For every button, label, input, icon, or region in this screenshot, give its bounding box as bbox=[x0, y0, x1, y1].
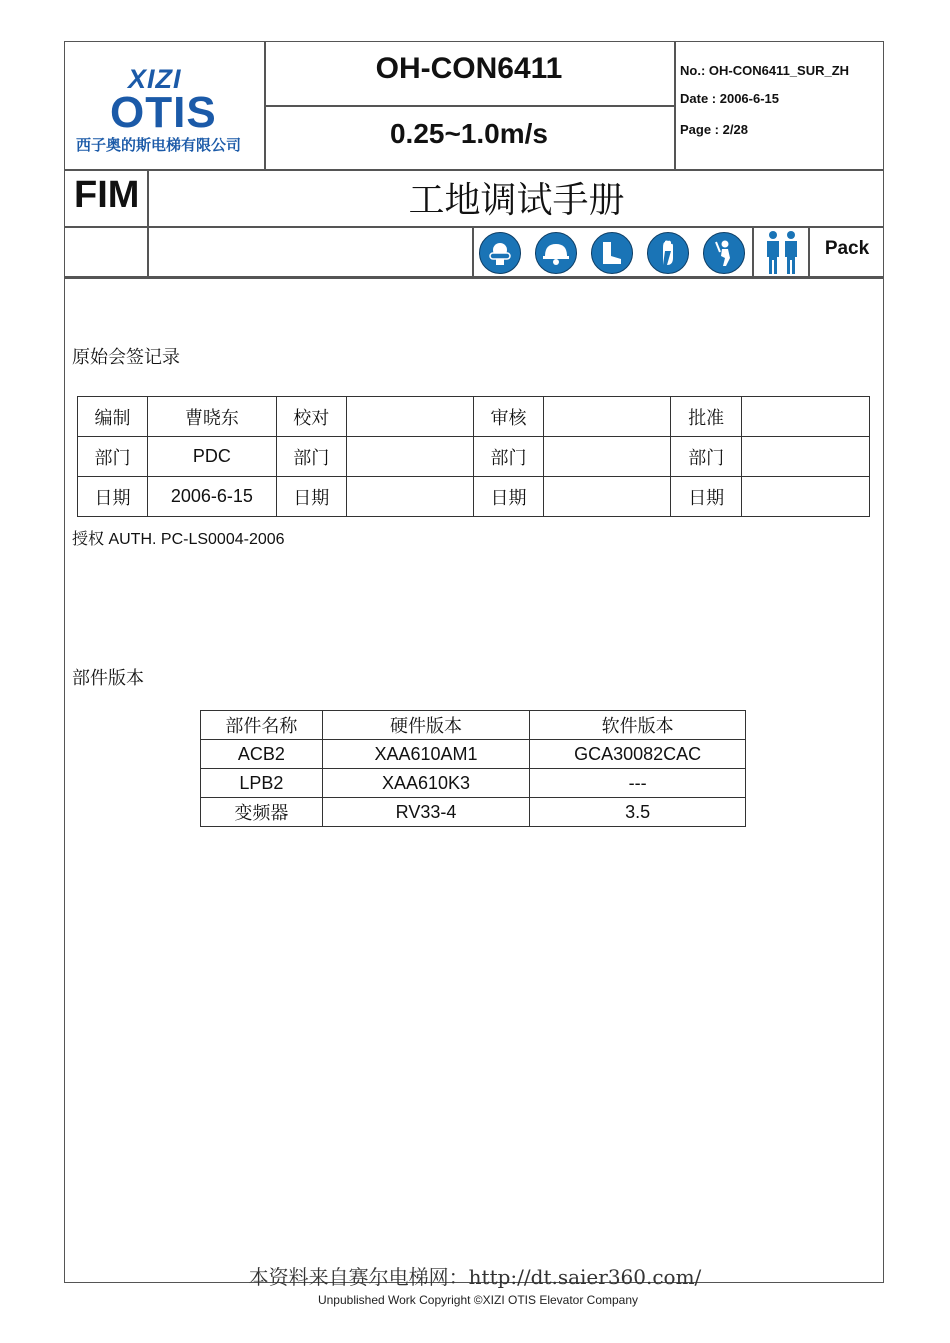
table-header-cell: 硬件版本 bbox=[322, 711, 530, 740]
manual-title: 工地调试手册 bbox=[408, 180, 625, 221]
table-cell: 批准 bbox=[671, 397, 742, 437]
table-cell bbox=[544, 397, 671, 437]
logo-xizi: XIZI bbox=[128, 64, 182, 94]
sign-section-title: 原始会签记录 bbox=[72, 347, 180, 368]
header-divider bbox=[147, 170, 149, 277]
table-row bbox=[78, 397, 870, 437]
footer-source: 本资料来自赛尔电梯网：http://dt.saier360.com/ bbox=[248, 1265, 702, 1289]
version-section-title: 部件版本 bbox=[72, 668, 144, 689]
table-cell bbox=[742, 477, 870, 517]
table-cell: 审核 bbox=[473, 397, 544, 437]
header-divider bbox=[752, 227, 754, 277]
table-row bbox=[201, 798, 746, 827]
header-divider bbox=[64, 276, 884, 279]
doc-date: Date : 2006-6-15 bbox=[680, 91, 779, 106]
logo-otis: OTIS bbox=[110, 88, 217, 137]
table-cell: LPB2 bbox=[201, 769, 323, 798]
table-cell bbox=[346, 437, 473, 477]
logo-company-name: 西子奥的斯电梯有限公司 bbox=[76, 136, 242, 154]
table-cell bbox=[346, 477, 473, 517]
table-header-cell: 部件名称 bbox=[201, 711, 323, 740]
footer-copyright: Unpublished Work Copyright ©XIZI OTIS Elevator Company bbox=[317, 1293, 639, 1307]
table-cell: 变频器 bbox=[201, 798, 323, 827]
table-cell: 日期 bbox=[473, 477, 544, 517]
header-divider bbox=[264, 105, 674, 107]
table-cell: PDC bbox=[147, 437, 276, 477]
table-row bbox=[201, 769, 746, 798]
table-cell: 曹晓东 bbox=[147, 397, 276, 437]
table-cell: 日期 bbox=[78, 477, 148, 517]
table-row bbox=[201, 740, 746, 769]
table-cell: --- bbox=[530, 769, 746, 798]
doc-speed: 0.25~1.0m/s bbox=[389, 118, 549, 149]
table-cell: RV33-4 bbox=[322, 798, 530, 827]
table-cell: 日期 bbox=[671, 477, 742, 517]
harness-icon bbox=[703, 232, 745, 274]
table-cell: XAA610AM1 bbox=[322, 740, 530, 769]
pack-label: Pack bbox=[824, 238, 870, 259]
doc-number: No.: OH-CON6411_SUR_ZH bbox=[680, 63, 850, 78]
header-divider bbox=[64, 169, 884, 171]
doc-code: OH-CON6411 bbox=[375, 52, 563, 85]
table-cell: 2006-6-15 bbox=[147, 477, 276, 517]
table-cell: 部门 bbox=[78, 437, 148, 477]
version-table bbox=[200, 710, 746, 827]
boots-icon bbox=[591, 232, 633, 274]
table-cell: 校对 bbox=[276, 397, 346, 437]
doc-page: Page : 2/28 bbox=[680, 122, 748, 137]
goggles-icon bbox=[479, 232, 521, 274]
table-row bbox=[78, 437, 870, 477]
table-cell: 编制 bbox=[78, 397, 148, 437]
table-header-row bbox=[201, 711, 746, 740]
header-divider bbox=[472, 227, 474, 277]
gloves-icon bbox=[647, 232, 689, 274]
table-cell: ACB2 bbox=[201, 740, 323, 769]
table-cell bbox=[742, 397, 870, 437]
table-cell bbox=[544, 477, 671, 517]
table-cell: 部门 bbox=[671, 437, 742, 477]
table-header-cell: 软件版本 bbox=[530, 711, 746, 740]
table-row bbox=[78, 477, 870, 517]
table-cell: GCA30082CAC bbox=[530, 740, 746, 769]
table-cell: 部门 bbox=[276, 437, 346, 477]
fim-label: FIM bbox=[74, 174, 140, 216]
table-cell: 3.5 bbox=[530, 798, 746, 827]
helmet-icon bbox=[535, 232, 577, 274]
table-cell bbox=[346, 397, 473, 437]
table-cell bbox=[742, 437, 870, 477]
table-cell: 日期 bbox=[276, 477, 346, 517]
table-cell: XAA610K3 bbox=[322, 769, 530, 798]
sign-table bbox=[77, 396, 870, 517]
two-person-icon bbox=[758, 228, 806, 276]
auth-text: 授权 AUTH. PC-LS0004-2006 bbox=[72, 531, 285, 548]
header-divider bbox=[674, 41, 676, 170]
table-cell: 部门 bbox=[473, 437, 544, 477]
table-cell bbox=[544, 437, 671, 477]
